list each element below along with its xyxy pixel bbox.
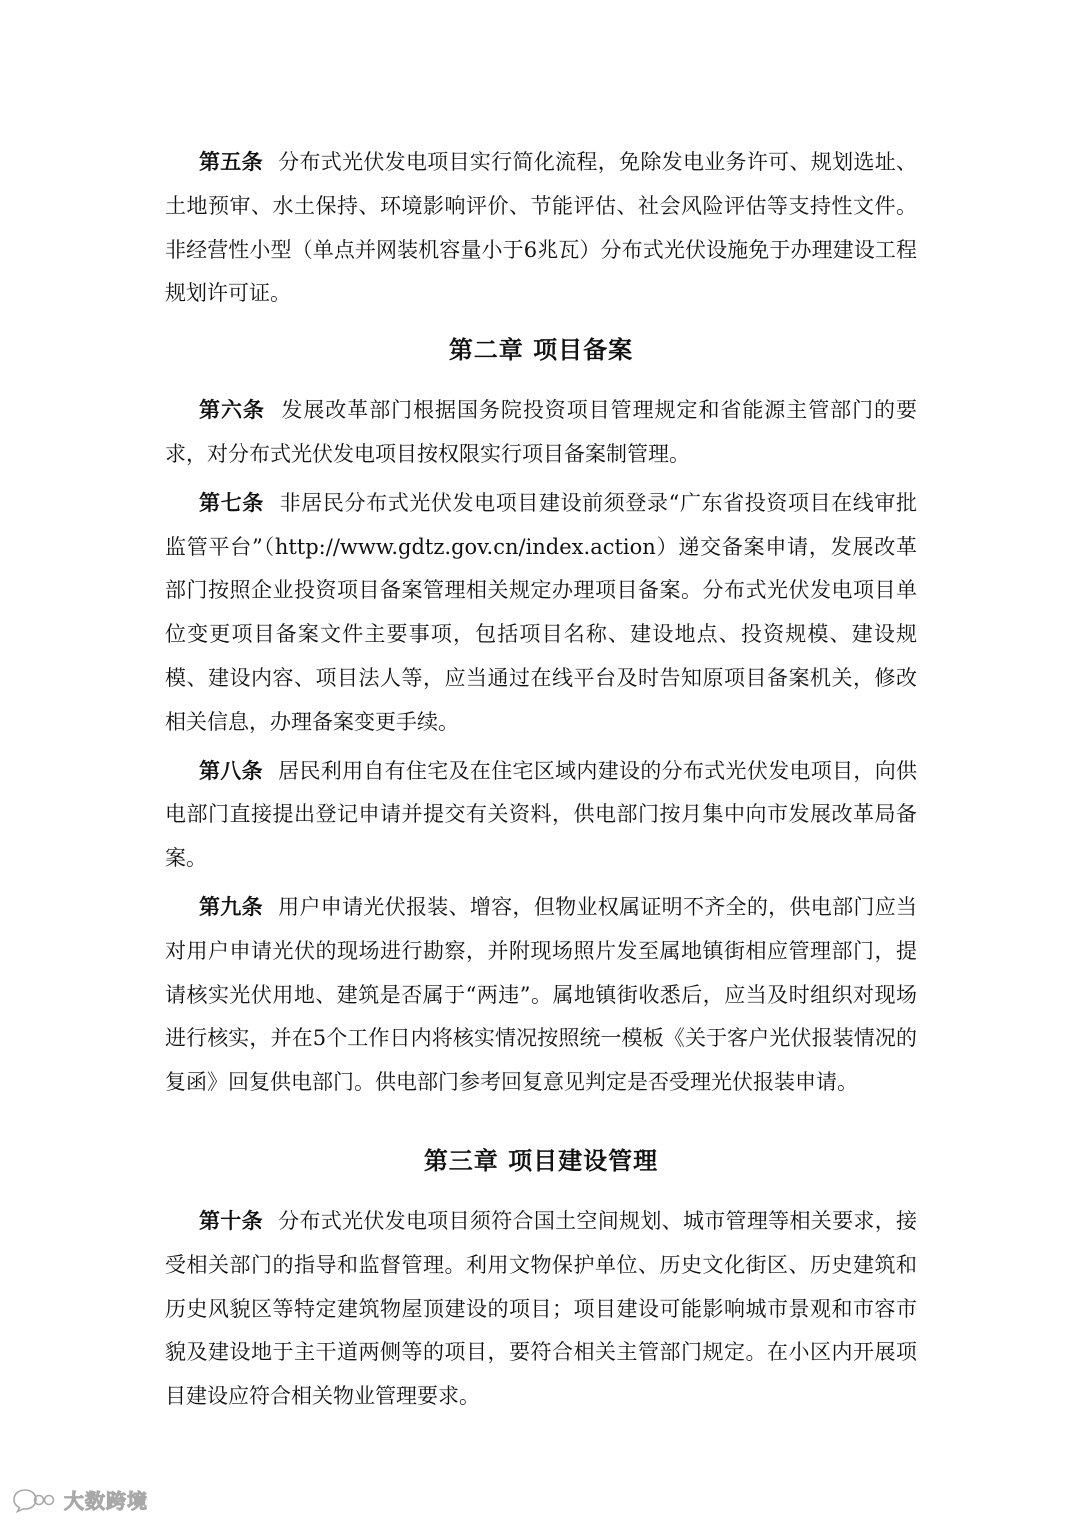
article-number: 第七条 — [199, 489, 264, 515]
article-text: 发展改革部门根据国务院投资项目管理规定和省能源主管部门的要求，对分布式光伏发电项目按权限实行项目备案制管理。 — [165, 398, 918, 466]
article-number: 第九条 — [199, 893, 263, 919]
article-8 — [165, 749, 917, 881]
article-10 — [165, 1199, 917, 1419]
article-number: 第六条 — [199, 397, 265, 423]
article-number: 第八条 — [199, 757, 263, 783]
article-6 — [165, 388, 917, 477]
watermark-text: 大数跨境 — [64, 1489, 148, 1513]
chat-bubble-logo-icon — [12, 1487, 58, 1513]
chapter-heading: 第二章 项目备案 — [448, 336, 634, 365]
article-text: 居民利用自有住宅及在住宅区域内建设的分布式光伏发电项目，向供电部门直接提出登记申请并提交有关资料，供电部门按月集中向市发展改革局备案。 — [165, 758, 918, 871]
article-number: 第十条 — [199, 1207, 263, 1233]
article-9 — [165, 885, 917, 1105]
watermark — [12, 1485, 148, 1514]
article-text: 非居民分布式光伏发电项目建设前须登录“广东省投资项目在线审批监管平台”（http://www.gdtz.gov.cn/index.action）递交备案申请，发展改革部门按照企业投资项目备案管理相关规定办理项目备案。分布式光伏发电项目单位变更项目备案文件主要事项，包括项目名称、建设地点、投资规模、建设规模、建设内容、项目法人等，应当通过在线平台及时告知原项目备案机关，修改相关信息，办理备案变更手续。 — [165, 490, 918, 734]
document-body — [165, 140, 917, 1419]
article-5 — [165, 140, 917, 316]
article-text: 分布式光伏发电项目实行简化流程，免除发电业务许可、规划选址、土地预审、水土保持、环境影响评价、节能评估、社会风险评估等支持性文件。非经营性小型（单点并网装机容量小于6兆瓦）分布式光伏设施免于办理建设工程规划许可证。 — [165, 150, 918, 306]
chapter-heading: 第三章 项目建设管理 — [423, 1146, 659, 1175]
article-number: 第五条 — [199, 149, 263, 174]
article-text: 分布式光伏发电项目须符合国土空间规划、城市管理等相关要求，接受相关部门的指导和监督管理。利用文物保护单位、历史文化街区、历史建筑和历史风貌区等特定建筑物屋顶建设的项目；项目建设可能影响城市景观和市容市貌及建设地于主干道两侧等的项目，要符合相关主管部门规定。在小区内开展项目建设应符合相关物业管理要求。 — [165, 1208, 918, 1409]
article-text: 用户申请光伏报装、增容，但物业权属证明不齐全的，供电部门应当对用户申请光伏的现场进行勘察，并附现场照片发至属地镇街相应管理部门，提请核实光伏用地、建筑是否属于“两违”。属地镇街收悉后，应当及时组织对现场进行核实，并在5个工作日内将核实情况按照统一模板《关于客户光伏报装情况的复函》回复供电部门。供电部门参考回复意见判定是否受理光伏报装申请。 — [165, 894, 918, 1095]
article-7 — [165, 481, 917, 745]
